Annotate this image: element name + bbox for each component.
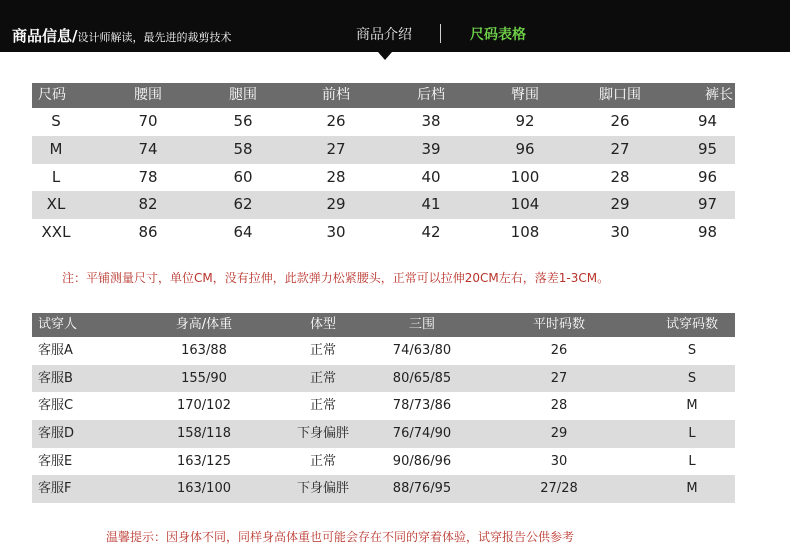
fit-cell: 27/28 [540,481,578,497]
fit-cell: 27 [550,370,568,386]
fit-cell: 客服E [38,453,73,469]
fit-table-row [32,392,735,420]
fit-disclaimer-note: 温馨提示：因身体不同，同样身高体重也可能会存在不同的穿着体验，试穿报告公供参考 [106,530,575,544]
size-cell: 56 [233,112,253,130]
size-cell: 74 [138,139,158,158]
size-table-row [32,108,735,136]
size-cell: M [49,139,63,158]
size-cell: 26 [326,112,346,130]
fit-cell: 下身偏胖 [296,481,349,497]
size-header-cell: 腿围 [229,87,257,103]
fit-header-cell: 三围 [408,317,435,332]
fit-cell: 正常 [309,343,336,358]
size-cell: 40 [421,167,441,186]
tab-size-chart[interactable]: 尺码表格 [470,27,526,43]
tab-divider [440,24,441,43]
size-cell: 28 [326,167,346,186]
size-cell: 30 [610,223,630,242]
fit-cell: 客服D [38,426,75,442]
fit-table-row [32,448,735,476]
fit-cell: M [686,398,698,414]
header-title [12,0,231,72]
fit-header-cell: 平时码数 [532,317,585,332]
size-cell: L [51,167,61,186]
fit-cell: 155/90 [181,370,227,386]
size-cell: 96 [515,139,535,158]
size-cell: 29 [326,195,346,214]
fit-cell: 158/118 [176,426,231,442]
fit-cell: 163/125 [176,453,231,469]
size-cell: 41 [421,195,441,214]
fit-table-row [32,337,735,365]
size-header-cell: 臀围 [511,87,539,103]
fit-cell: 正常 [309,398,336,414]
fit-cell: 28 [550,398,568,414]
size-cell: 108 [510,223,540,242]
size-cell: 97 [697,195,718,214]
size-table-row [32,164,735,192]
fit-cell: M [686,481,698,497]
size-cell: 96 [697,167,718,186]
fit-cell: S [687,343,697,358]
size-cell: 100 [510,167,540,186]
size-table-row [32,136,735,164]
fit-header-cell: 试穿码数 [665,317,718,332]
size-table-row [32,219,735,247]
fit-cell: 88/76/95 [392,481,452,497]
size-cell: 82 [138,195,158,214]
size-cell: 27 [610,139,630,158]
size-header-cell: 裤长 [705,87,733,103]
fit-cell: 正常 [309,453,336,469]
fit-cell: 170/102 [176,398,231,414]
size-cell: 98 [697,223,718,242]
fit-cell: 163/88 [181,343,227,358]
fit-cell: 29 [550,426,568,442]
size-cell: 78 [138,167,158,186]
fit-cell: 78/73/86 [392,398,452,414]
fit-cell: 76/74/90 [392,426,452,442]
fit-table-row [32,475,735,503]
fit-table-header [32,313,735,337]
fit-cell: 正常 [309,370,336,386]
measurement-note: 注：平铺测量尺寸，单位CM，没有拉伸，此款弹力松紧腰头，正常可以拉伸20CM左右，落差1-3CM。 [62,271,610,285]
size-cell: XL [46,195,66,214]
size-cell: 86 [138,223,158,242]
size-header-cell: 腰围 [134,87,162,103]
size-cell: 27 [326,139,346,158]
fit-table-row [32,420,735,448]
size-cell: 42 [421,223,441,242]
size-table-row [32,191,735,219]
size-cell: 29 [610,195,630,214]
size-header-cell: 脚口围 [599,87,641,103]
size-table [32,83,735,247]
header-title-sub: 设计师解读，最先进的裁剪技术 [77,31,232,44]
size-cell: 70 [138,112,158,130]
fit-cell: 30 [550,453,568,469]
fit-cell: 74/63/80 [392,343,452,358]
size-cell: 58 [233,139,253,158]
size-cell: 39 [421,139,441,158]
size-cell: 60 [233,167,253,186]
size-cell: 38 [421,112,441,130]
fit-cell: 下身偏胖 [296,426,349,442]
fit-header-cell: 体型 [309,317,336,332]
header-title-main: 商品信息/ [12,27,78,45]
size-table-header [32,83,735,108]
size-cell: 30 [326,223,346,242]
fit-header-cell: 试穿人 [38,317,78,332]
size-cell: 64 [233,223,253,242]
size-cell: 94 [697,112,718,130]
fit-cell: 90/86/96 [392,453,452,469]
size-cell: 26 [610,112,630,130]
size-cell: XXL [41,223,71,242]
fit-cell: 客服A [38,343,73,358]
active-tab-pointer-icon [378,52,392,60]
size-cell: 28 [610,167,630,186]
size-cell: 92 [515,112,535,130]
size-header-cell: 前档 [322,87,350,103]
fit-cell: 80/65/85 [392,370,452,386]
fit-cell: 客服F [38,481,72,497]
size-cell: S [51,112,61,130]
fit-cell: 客服C [38,398,74,414]
size-header-cell: 尺码 [38,87,66,103]
fit-header-cell: 身高/体重 [175,317,233,332]
fit-cell: L [688,453,696,469]
size-header-cell: 后档 [417,87,445,103]
fit-cell: L [688,426,696,442]
tab-product-intro[interactable]: 商品介绍 [356,27,412,43]
fit-cell: 客服B [38,370,73,386]
fit-report-table [32,313,735,503]
size-cell: 62 [233,195,253,214]
fit-cell: 26 [550,343,568,358]
fit-table-row [32,365,735,393]
size-cell: 104 [510,195,540,214]
fit-cell: 163/100 [176,481,231,497]
product-info-header [0,0,790,52]
fit-cell: S [687,370,697,386]
size-cell: 95 [697,139,718,158]
